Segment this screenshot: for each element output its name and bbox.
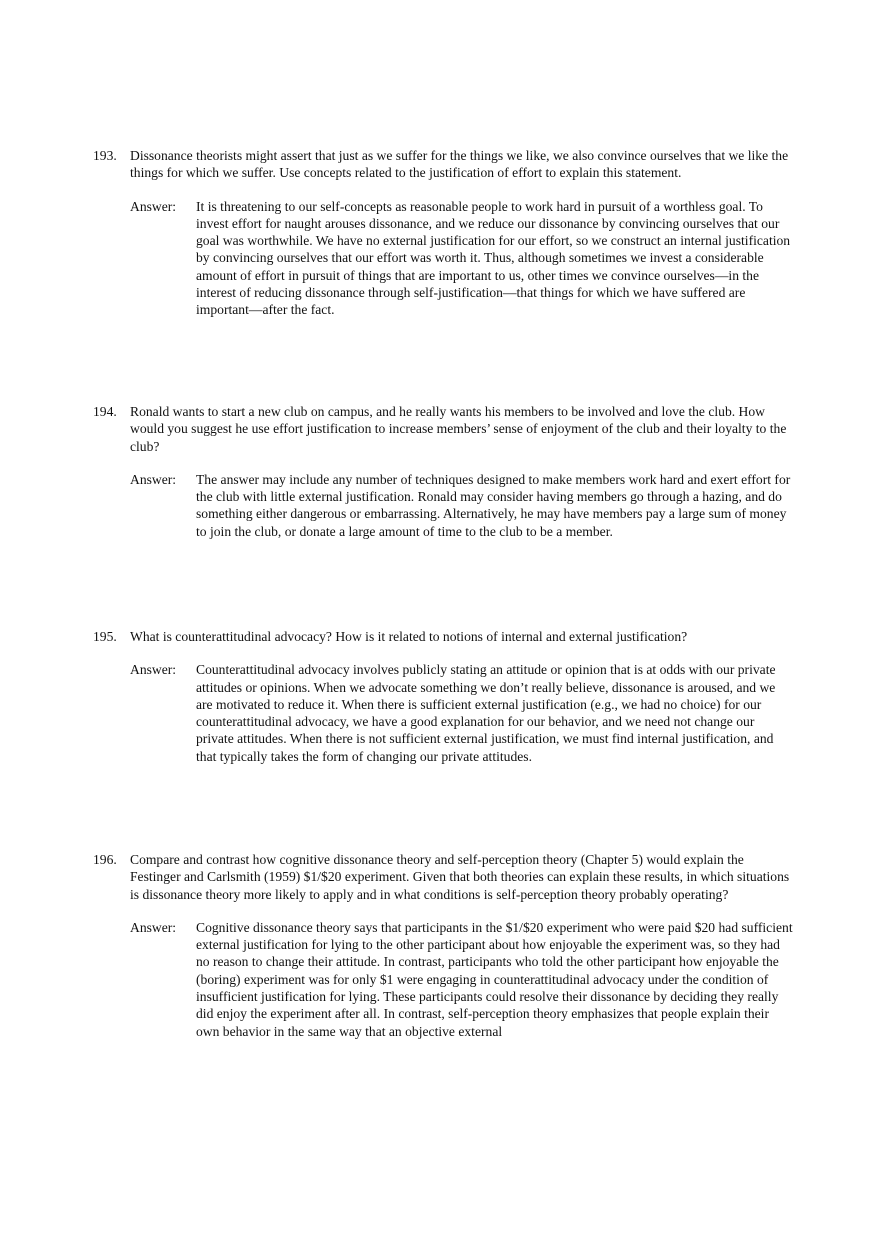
question-text — [93, 851, 793, 903]
question-number: 195. — [93, 629, 117, 644]
question-body: Dissonance theorists might assert that just as we suffer for the things we like, we also convince ourselves that we like the things for which we suffer. Use concepts related to the justification of effort to explain this statement. — [130, 148, 789, 181]
answer-body: It is threatening to our self-concepts as reasonable people to work hard in pursuit of a worthless goal. To invest effort for naught arouses dissonance, and we reduce our dissonance by convincing ourselves that our goal was worthwhile. We have no external justification for our effort, so we construct an internal justification by convincing ourselves that our effort was worth it. Thus, although sometimes we invest a considerable amount of effort in pursuit of things that are important to us, other times we convince ourselves—in the interest of reducing dissonance through self-justification—that things for which we have suffered are important—after the fact. — [196, 198, 791, 318]
answer-block — [93, 919, 793, 1040]
question-195 — [93, 628, 793, 765]
question-196 — [93, 851, 793, 1040]
answer-block — [93, 661, 793, 765]
answer-body: The answer may include any number of techniques designed to make members work hard and exert effort for the club with little external justification. Ronald may consider having members go through a hazing, and do something either dangerous or embarrassing. Alternatively, he may have members pay a large sum of money to join the club, or donate a large amount of time to the club to be a member. — [196, 471, 791, 539]
question-number: 196. — [93, 852, 117, 867]
question-body: Ronald wants to start a new club on campus, and he really wants his members to be involved and love the club. How would you suggest he use effort justification to increase members’ sense of enjoyment of the club and their loyalty to the club? — [130, 404, 787, 454]
answer-body: Counterattitudinal advocacy involves publicly stating an attitude or opinion that is at odds with our private attitudes or opinions. When we advocate something we don’t really believe, dissonance is aroused, and we are motivated to reduce it. When there is sufficient external justification (e.g., we had no choice) for our counterattitudinal advocacy, we have a good explanation for our behavior, and we need not change our private attitudes. When there is not sufficient external justification, we must find internal justification, and that typically takes the form of changing our private attitudes. — [196, 662, 776, 764]
answer-label: Answer: — [130, 471, 177, 487]
question-body: What is counterattitudinal advocacy? How is it related to notions of internal and external justification? — [130, 629, 688, 644]
question-number: 194. — [93, 404, 117, 419]
question-body: Compare and contrast how cognitive dissonance theory and self-perception theory (Chapter 5) would explain the Festinger and Carlsmith (1959) $1/$20 experiment. Given that both theories can explain these results, in which situations is dissonance theory more likely to apply and in what conditions is self-perception theory probably operating? — [130, 852, 790, 902]
question-193 — [93, 147, 793, 319]
answer-block — [93, 198, 793, 319]
question-194 — [93, 403, 793, 540]
question-number: 193. — [93, 148, 117, 163]
question-text — [93, 628, 793, 645]
answer-body: Cognitive dissonance theory says that participants in the $1/$20 experiment who were paid $20 had sufficient external justification for lying to the other participant about how enjoyable the experiment was, so they had no reason to change their attitude. In contrast, participants who told the other participant how enjoyable the (boring) experiment was for only $1 were engaging in counterattitudinal advocacy under the condition of insufficient justification for lying. These participants could resolve their dissonance by deciding they really did enjoy the experiment after all. In contrast, self-perception theory emphasizes that people explain their own behavior in the same way that an objective external — [196, 919, 793, 1039]
answer-label: Answer: — [130, 662, 177, 678]
answer-label: Answer: — [130, 198, 177, 214]
answer-block — [93, 471, 793, 540]
answer-label: Answer: — [130, 919, 177, 935]
question-text — [93, 403, 793, 455]
question-text — [93, 147, 793, 182]
